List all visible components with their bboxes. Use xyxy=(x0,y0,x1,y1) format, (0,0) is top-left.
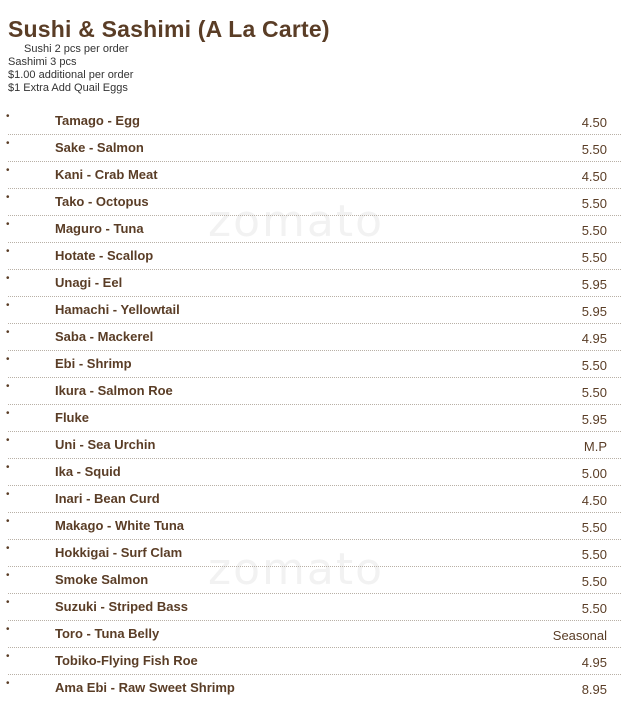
menu-item xyxy=(0,216,629,243)
bullet-icon: • xyxy=(6,246,10,257)
bullet-icon: • xyxy=(6,678,10,689)
bullet-icon: • xyxy=(6,111,10,122)
menu-item xyxy=(0,540,629,567)
note-quail-eggs: $1 Extra Add Quail Eggs xyxy=(8,82,128,94)
note-sushi: Sushi 2 pcs per order xyxy=(24,43,129,55)
item-price: 5.00 xyxy=(581,466,607,481)
item-price: 5.50 xyxy=(581,223,607,238)
bullet-icon: • xyxy=(6,570,10,581)
menu-item xyxy=(0,243,629,270)
bullet-icon: • xyxy=(6,624,10,635)
menu-item xyxy=(0,594,629,621)
bullet-icon: • xyxy=(6,543,10,554)
menu-item xyxy=(0,621,629,648)
item-price: 5.50 xyxy=(581,547,607,562)
section-notes xyxy=(8,43,133,95)
menu-item xyxy=(0,486,629,513)
bullet-icon: • xyxy=(6,462,10,473)
item-price: 5.95 xyxy=(581,304,607,319)
menu-item xyxy=(0,189,629,216)
bullet-icon: • xyxy=(6,219,10,230)
item-name: Saba - Mackerel xyxy=(55,329,154,344)
note-sashimi: Sashimi 3 pcs xyxy=(8,56,77,68)
bullet-icon: • xyxy=(6,192,10,203)
item-name: Ikura - Salmon Roe xyxy=(55,383,173,398)
menu-item xyxy=(0,459,629,486)
bullet-icon: • xyxy=(6,138,10,149)
item-name: Maguro - Tuna xyxy=(55,221,144,236)
item-name: Smoke Salmon xyxy=(55,572,149,587)
item-price: 5.50 xyxy=(581,520,607,535)
item-price: 5.50 xyxy=(581,196,607,211)
item-price: 5.50 xyxy=(581,142,607,157)
menu-item xyxy=(0,351,629,378)
bullet-icon: • xyxy=(6,597,10,608)
item-price: 4.50 xyxy=(581,169,607,184)
item-name: Tobiko-Flying Fish Roe xyxy=(55,653,198,668)
item-name: Ika - Squid xyxy=(55,464,121,479)
item-name: Sake - Salmon xyxy=(55,140,144,155)
item-name: Tamago - Egg xyxy=(55,113,140,128)
item-name: Hamachi - Yellowtail xyxy=(55,302,180,317)
bullet-icon: • xyxy=(6,273,10,284)
item-name: Unagi - Eel xyxy=(55,275,123,290)
item-name: Suzuki - Striped Bass xyxy=(55,599,188,614)
item-name: Ama Ebi - Raw Sweet Shrimp xyxy=(55,680,235,695)
item-price: 4.50 xyxy=(581,115,607,130)
item-name: Toro - Tuna Belly xyxy=(55,626,160,641)
item-price: 4.95 xyxy=(581,331,607,346)
item-name: Makago - White Tuna xyxy=(55,518,185,533)
item-name: Tako - Octopus xyxy=(55,194,149,209)
menu-list xyxy=(0,108,629,702)
menu-item xyxy=(0,567,629,594)
menu-item xyxy=(0,648,629,675)
bullet-icon: • xyxy=(6,408,10,419)
bullet-icon: • xyxy=(6,327,10,338)
watermark-logo: zomato xyxy=(208,544,385,595)
menu-item xyxy=(0,270,629,297)
item-price: 4.95 xyxy=(581,655,607,670)
bullet-icon: • xyxy=(6,354,10,365)
item-name: Hokkigai - Surf Clam xyxy=(55,545,183,560)
bullet-icon: • xyxy=(6,435,10,446)
item-price: 4.50 xyxy=(581,493,607,508)
bullet-icon: • xyxy=(6,651,10,662)
bullet-icon: • xyxy=(6,381,10,392)
menu-item xyxy=(0,405,629,432)
menu-item xyxy=(0,108,629,135)
item-name: Fluke xyxy=(55,410,89,425)
menu-item xyxy=(0,675,629,702)
bullet-icon: • xyxy=(6,300,10,311)
menu-item xyxy=(0,513,629,540)
item-price: 5.95 xyxy=(581,412,607,427)
watermark-logo: zomato xyxy=(208,196,385,247)
item-name: Uni - Sea Urchin xyxy=(55,437,156,452)
menu-item xyxy=(0,324,629,351)
note-additional: $1.00 additional per order xyxy=(8,69,134,81)
item-price: M.P xyxy=(583,439,607,454)
item-price: 5.50 xyxy=(581,385,607,400)
item-name: Inari - Bean Curd xyxy=(55,491,160,506)
menu-item xyxy=(0,162,629,189)
section-title: Sushi & Sashimi (A La Carte) xyxy=(8,16,330,42)
menu-item xyxy=(0,297,629,324)
item-price: 5.50 xyxy=(581,574,607,589)
bullet-icon: • xyxy=(6,516,10,527)
bullet-icon: • xyxy=(6,489,10,500)
item-price: 8.95 xyxy=(581,682,607,697)
item-price: 5.50 xyxy=(581,601,607,616)
item-name: Kani - Crab Meat xyxy=(55,167,158,182)
menu-item xyxy=(0,378,629,405)
item-name: Hotate - Scallop xyxy=(55,248,154,263)
item-price: 5.50 xyxy=(581,250,607,265)
item-price: Seasonal xyxy=(552,628,607,643)
menu-item xyxy=(0,135,629,162)
item-name: Ebi - Shrimp xyxy=(55,356,132,371)
item-price: 5.95 xyxy=(581,277,607,292)
item-price: 5.50 xyxy=(581,358,607,373)
bullet-icon: • xyxy=(6,165,10,176)
menu-item xyxy=(0,432,629,459)
